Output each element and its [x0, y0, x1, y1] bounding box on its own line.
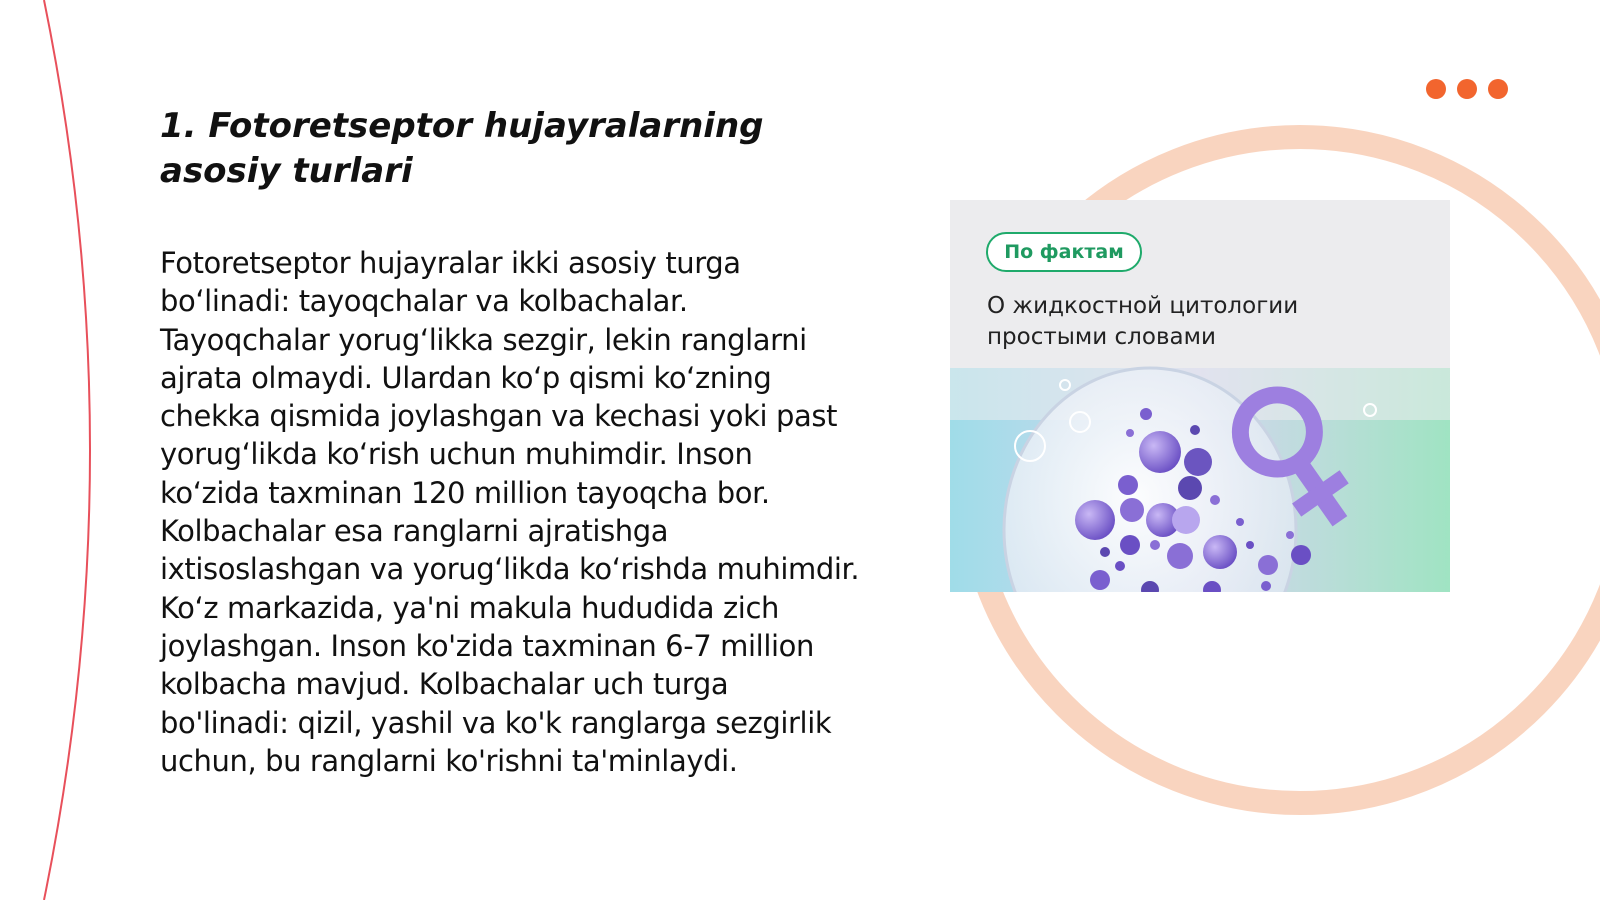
promo-card-image[interactable] — [950, 200, 1450, 592]
left-margin-line — [44, 0, 90, 900]
slide-title: 1. Fotoretseptor hujayralarning asosiy turlari — [160, 106, 764, 191]
more-dots-icon[interactable] — [1426, 79, 1512, 101]
slide-body-text: Fotoretseptor hujayralar ikki asosiy turga bo‘linadi: tayoqchalar va kolbachalar. Tayoqchalar yorug‘likka sezgir, lekin ranglarni ajrata olmaydi. Ulardan ko‘p qismi ko‘zning chekka qismida joylashgan va kechasi yoki past yorug‘likda ko‘rish uchun muhimdir. Inson ko‘zida taxminan 120 million tayoqcha bor. Kolbachalar esa ranglarni ajratishga ixtisoslashgan va yorug‘likda ko‘rishda muhimdir. Ko‘z markazida, ya'ni makula hududida zich joylashgan. Inson ko'zida taxminan 6-7 million kolbacha mavjud. Kolbachalar uch turga bo'linadi: qizil, yashil va ko'k ranglarga sezgirlik uchun, bu ranglarni ko'rishni ta'minlaydi. — [160, 246, 860, 778]
dot-3 — [1488, 79, 1508, 99]
promo-headline: О жидкостной цитологии простыми словами — [987, 293, 1299, 350]
dot-2 — [1457, 79, 1477, 99]
dot-1 — [1426, 79, 1446, 99]
promo-badge: По фактам — [986, 232, 1142, 272]
